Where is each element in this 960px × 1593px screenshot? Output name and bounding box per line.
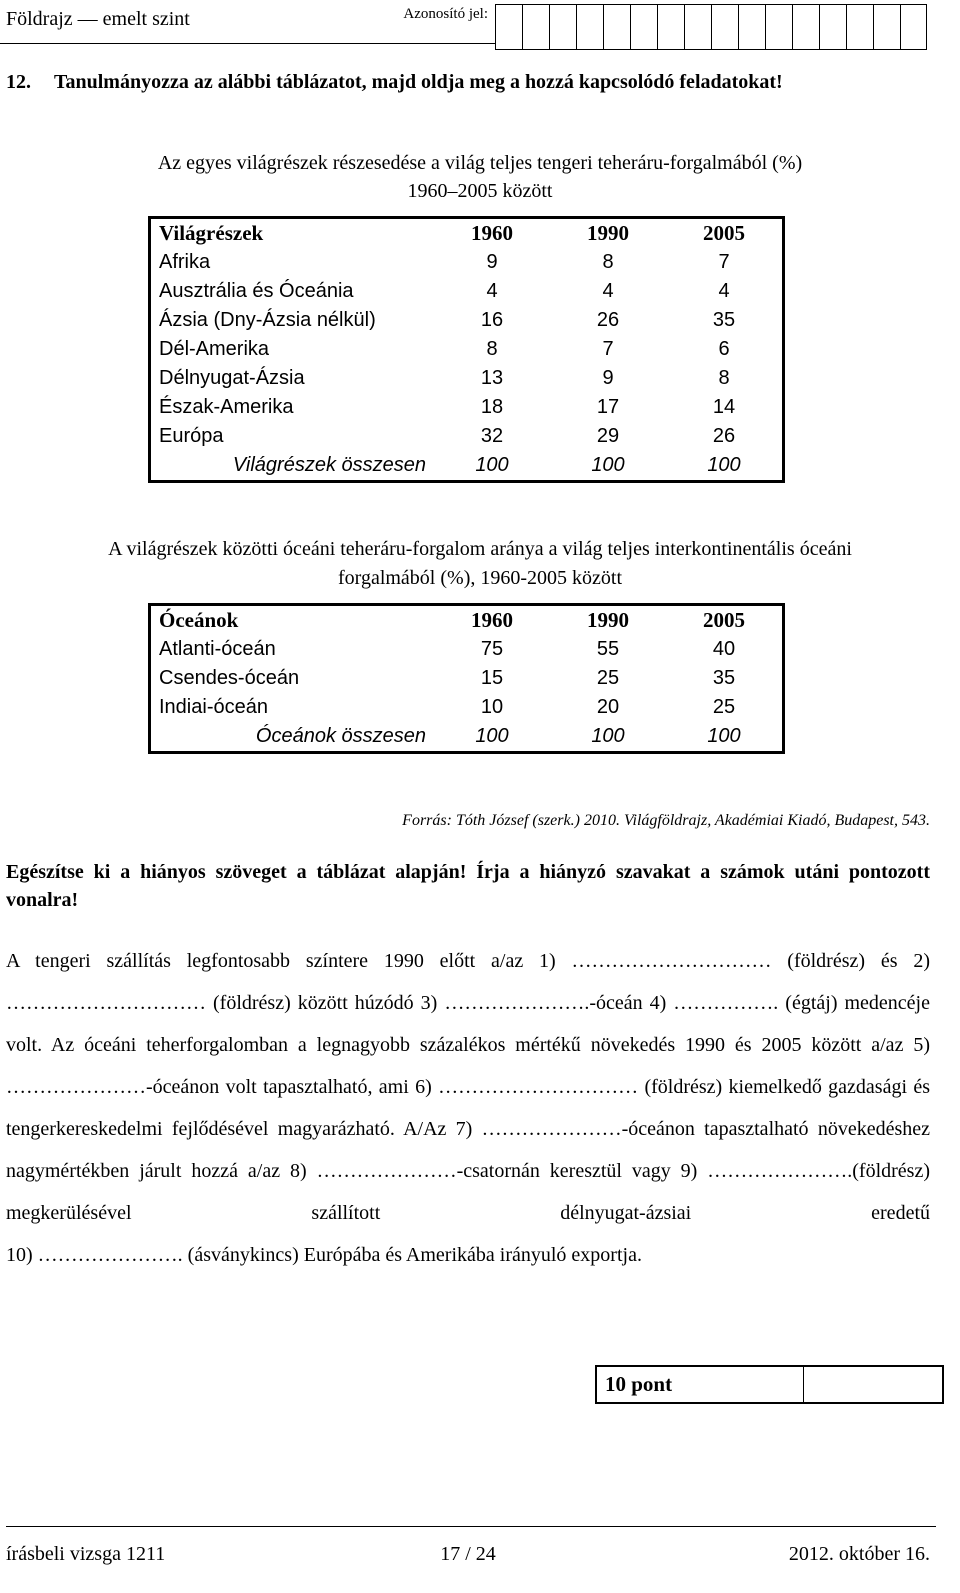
header-cell: Világrészek: [159, 221, 264, 245]
points-label: 10 pont: [596, 1366, 804, 1403]
table-row: [150, 664, 784, 693]
table-row: [150, 364, 784, 393]
row-label: Európa: [159, 425, 224, 447]
id-box[interactable]: [900, 4, 927, 50]
cell-value: 9: [486, 251, 498, 273]
header-cell: 2005: [703, 221, 745, 245]
cell-value: 29: [596, 425, 620, 447]
cell-value: 7: [718, 251, 730, 273]
header-cell: 1960: [471, 221, 513, 245]
cell-value: 25: [596, 667, 620, 689]
fill-in-paragraph: [6, 940, 930, 1276]
cell-value: 8: [486, 338, 498, 360]
header-divider: [0, 43, 495, 44]
cell-value: 26: [596, 309, 620, 331]
id-box[interactable]: [549, 4, 576, 50]
id-box[interactable]: [576, 4, 603, 50]
cell-value: 6: [718, 338, 730, 360]
cell-value: 20: [596, 696, 620, 718]
cell-value: 8: [718, 367, 730, 389]
total-label: Világrészek összesen: [232, 454, 426, 476]
source-citation: Forrás: Tóth József (szerk.) 2010. Világföldrajz, Akadémiai Kiadó, Budapest, 543.: [402, 812, 930, 829]
cell-value: 40: [712, 638, 736, 660]
cell-value: 26: [712, 425, 736, 447]
cell-value: 75: [480, 638, 504, 660]
table-row: [150, 393, 784, 422]
paragraph-last-line: 10) …………………. (ásványkincs) Európába és Amerikába irányuló exportja.: [6, 1244, 642, 1266]
cell-value: 17: [596, 396, 620, 418]
table-header-row: [150, 218, 784, 249]
total-value: 100: [707, 725, 741, 747]
table-total-row: [150, 451, 784, 482]
table-row: [150, 277, 784, 306]
points-box: [595, 1365, 944, 1404]
id-box[interactable]: [630, 4, 657, 50]
id-box[interactable]: [819, 4, 846, 50]
continents-table: [148, 216, 785, 483]
row-label: Atlanti-óceán: [159, 638, 276, 660]
id-box[interactable]: [657, 4, 684, 50]
footer-page-number: 17 / 24: [440, 1543, 496, 1565]
row-label: Indiai-óceán: [159, 696, 268, 718]
cell-value: 9: [602, 367, 614, 389]
cell-value: 32: [480, 425, 504, 447]
oceans-table: [148, 603, 785, 754]
id-box[interactable]: [522, 4, 549, 50]
id-box[interactable]: [873, 4, 900, 50]
table-row: [150, 422, 784, 451]
table-row: [150, 248, 784, 277]
header-cell: 1990: [587, 221, 629, 245]
total-value: 100: [591, 725, 625, 747]
row-label: Csendes-óceán: [159, 667, 300, 689]
table2-caption-line2: forgalmából (%), 1960-2005 között: [337, 567, 622, 589]
table-row: [150, 693, 784, 722]
cell-value: 55: [596, 638, 620, 660]
cell-value: 16: [480, 309, 504, 331]
table1-caption-line1: Az egyes világrészek részesedése a világ teljes tengeri teheráru-forgalmából (%): [157, 152, 803, 174]
cell-value: 4: [718, 280, 730, 302]
cell-value: 25: [712, 696, 736, 718]
header-cell: 1990: [587, 608, 629, 632]
header-subject: Földrajz — emelt szint: [6, 8, 190, 30]
cell-value: 14: [712, 396, 736, 418]
table-header-row: [150, 605, 784, 636]
total-value: 100: [707, 454, 741, 476]
id-box[interactable]: [684, 4, 711, 50]
id-box[interactable]: [792, 4, 819, 50]
instructions: Egészítse ki a hiányos szöveget a táblázat alapján! Írja a hiányzó szavakat a számok utáni pontozott vonalra!: [6, 861, 930, 911]
id-box[interactable]: [765, 4, 792, 50]
table1-caption-line2: 1960–2005 között: [407, 180, 553, 202]
id-box[interactable]: [603, 4, 630, 50]
id-label: Azonosító jel:: [403, 6, 488, 22]
cell-value: 15: [480, 667, 504, 689]
id-box[interactable]: [846, 4, 873, 50]
table-row: [150, 635, 784, 664]
header-cell: Óceánok: [159, 608, 239, 632]
row-label: Ázsia (Dny-Ázsia nélkül): [159, 309, 376, 331]
row-label: Délnyugat-Ázsia: [159, 367, 305, 389]
table-row: [150, 335, 784, 364]
row-label: Észak-Amerika: [159, 396, 294, 418]
id-box[interactable]: [495, 4, 522, 50]
footer-divider: [6, 1526, 936, 1527]
points-score-field[interactable]: [804, 1366, 944, 1403]
task-text: Tanulmányozza az alábbi táblázatot, majd oldja meg a hozzá kapcsolódó feladatokat!: [54, 71, 783, 93]
id-box[interactable]: [711, 4, 738, 50]
row-label: Afrika: [159, 251, 211, 273]
row-label: Ausztrália és Óceánia: [159, 280, 354, 302]
cell-value: 8: [602, 251, 614, 273]
task-number: 12.: [6, 71, 31, 93]
table2-caption-line1: A világrészek közötti óceáni teheráru-forgalom aránya a világ teljes interkontinentális óceáni: [108, 538, 852, 560]
id-boxes: [495, 4, 927, 50]
cell-value: 13: [480, 367, 504, 389]
row-label: Dél-Amerika: [159, 338, 270, 360]
cell-value: 4: [486, 280, 498, 302]
footer-exam-code: írásbeli vizsga 1211: [6, 1543, 166, 1565]
header-cell: 1960: [471, 608, 513, 632]
total-value: 100: [591, 454, 625, 476]
total-label: Óceánok összesen: [255, 725, 426, 747]
cell-value: 18: [480, 396, 504, 418]
total-value: 100: [475, 725, 509, 747]
cell-value: 35: [712, 309, 736, 331]
id-box[interactable]: [738, 4, 765, 50]
paragraph-text: A tengeri szállítás legfontosabb színtere 1990 előtt a/az 1) ………………………… (földrész) és 2) ………………………… (földrész) között húzódó 3) ………………….-óceán 4) ……………. (égtáj) medencéje volt. Az óceáni teherforgalomban a legnagyobb százalékos mértékű növekedés 1990 és 2005 között a/az 5) …………………-óceánon volt tapasztalható, ami 6) ………………………… (földrész) kiemelkedő gazdasági és tengerkereskedelmi fejlődésével magyarázható. A/Az 7) …………………-óceánon tapasztalható növekedéshez nagymértékben járult hozzá a/az 8) …………………-csatornán keresztül vagy 9) ………………….(földrész) megkerülésével szállított délnyugat-ázsiai eredetű: [6, 950, 930, 1224]
table-total-row: [150, 722, 784, 753]
cell-value: 10: [480, 696, 504, 718]
footer-date: 2012. október 16.: [788, 1543, 930, 1565]
cell-value: 7: [602, 338, 614, 360]
total-value: 100: [475, 454, 509, 476]
cell-value: 4: [602, 280, 614, 302]
table-row: [150, 306, 784, 335]
header-cell: 2005: [703, 608, 745, 632]
cell-value: 35: [712, 667, 736, 689]
